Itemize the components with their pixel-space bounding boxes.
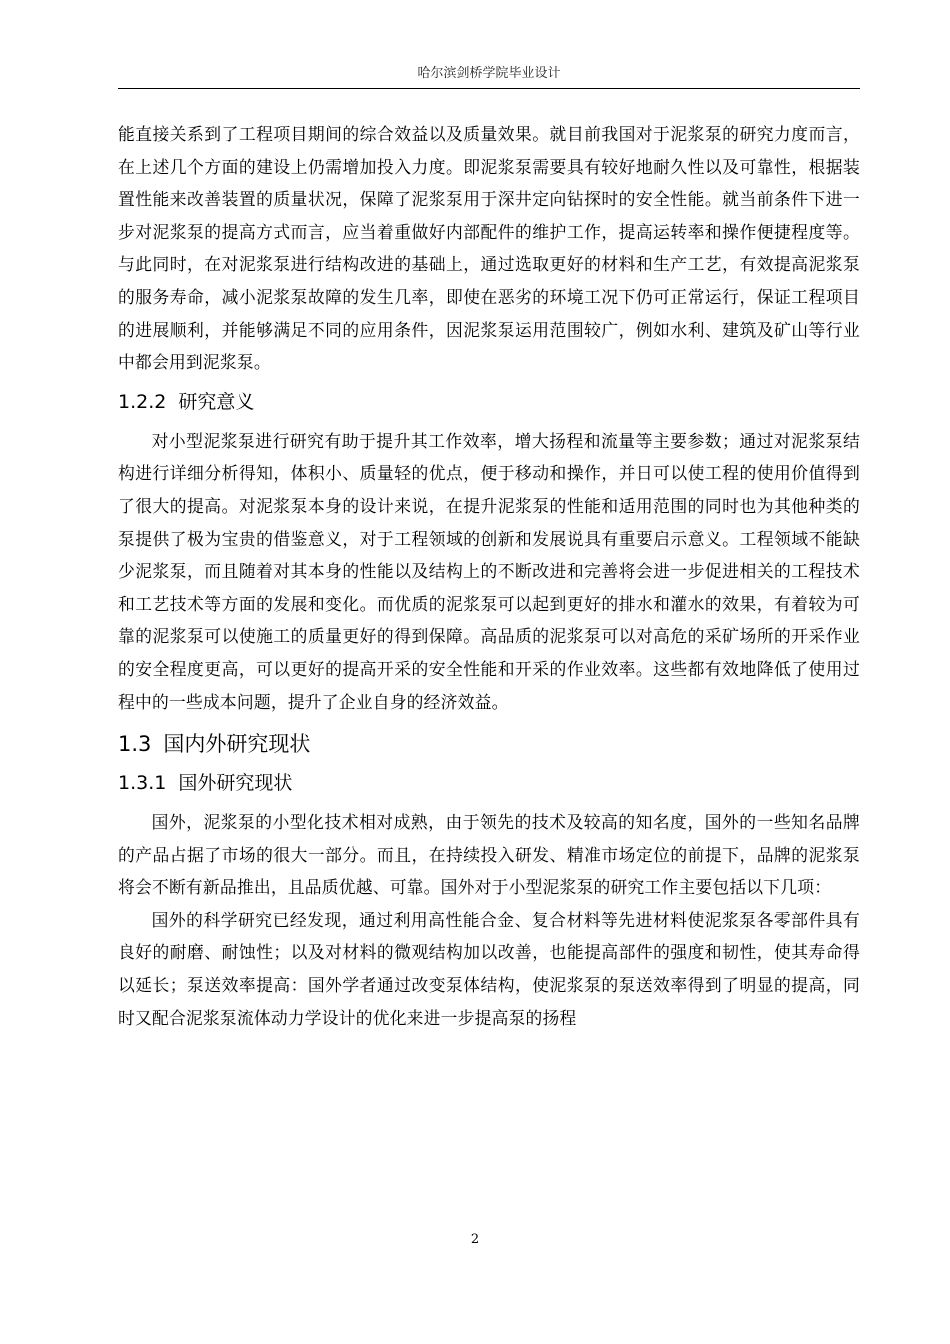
page-content <box>118 118 860 1034</box>
page-number: 2 <box>470 1232 480 1247</box>
section-heading-1-3-1 <box>118 768 860 798</box>
section-title: 研究意义 <box>178 390 255 413</box>
body-paragraph-3: 国外，泥浆泵的小型化技术相对成熟，由于领先的技术及较高的知名度，国外的一些知名品牌的产品占据了市场的很大一部分。而且，在持续投入研发、精准市场定位的前提下，品牌的泥浆泵将会不断有新品推出，且品质优越、可靠。国外对于小型泥浆泵的研究工作主要包括以下几项： <box>118 812 860 898</box>
body-paragraph-1: 能直接关系到了工程项目期间的综合效益以及质量效果。就目前我国对于泥浆泵的研究力度而言，在上述几个方面的建设上仍需增加投入力度。即泥浆泵需要具有较好地耐久性以及可靠性，根据装置性能来改善装置的质量状况，保障了泥浆泵用于深井定向钻探时的安全性能。就当前条件下进一步对泥浆泵的提高方式而言，应当着重做好内部配件的维护工作，提高运转率和操作便捷程度等。与此同时，在对泥浆泵进行结构改进的基础上，通过选取更好的材料和生产工艺，有效提高泥浆泵的服务寿命，减小泥浆泵故障的发生几率，即使在恶劣的环境工况下仍可正常运行，保证工程项目的进展顺利，并能够满足不同的应用条件，因泥浆泵运用范围较广，例如水利、建筑及矿山等行业中都会用到泥浆泵。 <box>118 124 860 373</box>
section-number: 1.2.2 <box>118 390 167 413</box>
section-heading-1-2-2 <box>118 387 860 417</box>
header-divider <box>118 88 860 89</box>
page-header: 哈尔滨剑桥学院毕业设计 <box>417 66 561 81</box>
section-number: 1.3 <box>118 732 152 757</box>
body-paragraph-2: 对小型泥浆泵进行研究有助于提升其工作效率，增大扬程和流量等主要参数；通过对泥浆泵结构进行详细分析得知，体积小、质量轻的优点，便于移动和操作，并日可以使工程的使用价值得到了很大的提高。对泥浆泵本身的设计来说，在提升泥浆泵的性能和适用范围的同时也为其他种类的泵提供了极为宝贵的借鉴意义，对于工程领域的创新和发展说具有重要启示意义。工程领域不能缺少泥浆泵，而且随着对其本身的性能以及结构上的不断改进和完善将会进一步促进相关的工程技术和工艺技术等方面的发展和变化。而优质的泥浆泵可以起到更好的排水和灌水的效果，有着较为可靠的泥浆泵可以使施工的质量更好的得到保障。高品质的泥浆泵可以对高危的采矿场所的开采作业的安全程度更高，可以更好的提高开采的安全性能和开采的作业效率。这些都有效地降低了使用过程中的一些成本问题，提升了企业自身的经济效益。 <box>118 430 860 712</box>
section-heading-1-3 <box>118 728 860 760</box>
body-paragraph-4: 国外的科学研究已经发现，通过利用高性能合金、复合材料等先进材料使泥浆泵各零部件具有良好的耐磨、耐蚀性；以及对材料的微观结构加以改善，也能提高部件的强度和韧性，使其寿命得以延长；泵送效率提高：国外学者通过改变泵体结构，使泥浆泵的泵送效率得到了明显的提高，同时又配合泥浆泵流体动力学设计的优化来进一步提高泵的扬程 <box>118 909 860 1028</box>
section-title: 国内外研究现状 <box>163 732 311 757</box>
section-number: 1.3.1 <box>118 772 167 795</box>
section-title: 国外研究现状 <box>178 772 293 795</box>
